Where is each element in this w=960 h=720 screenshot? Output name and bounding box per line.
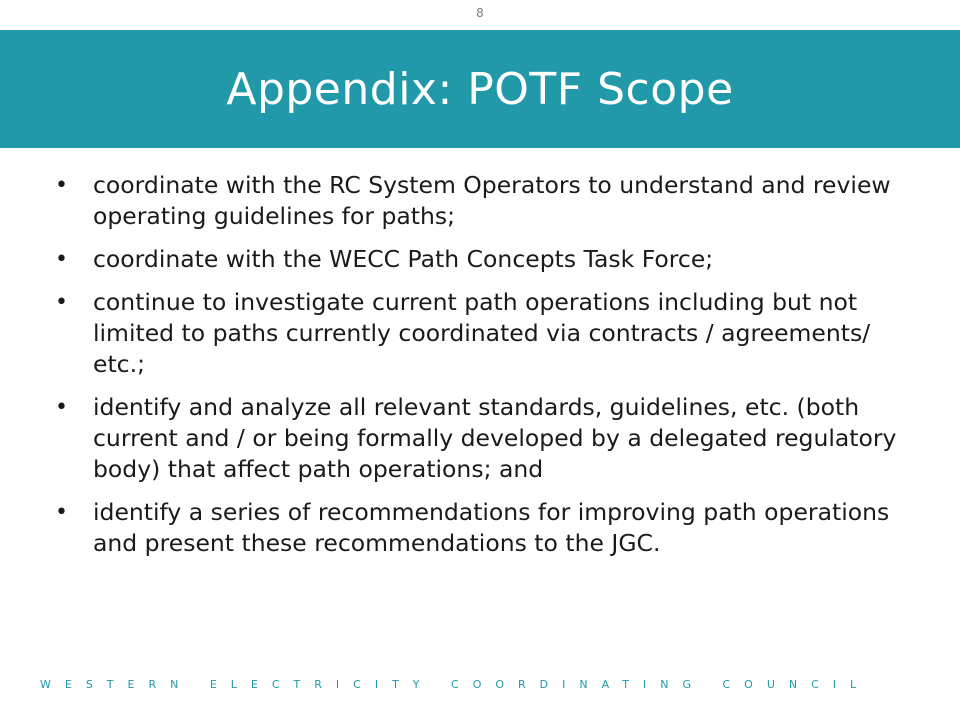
bullet-text: coordinate with the WECC Path Concepts Task Force;	[93, 245, 714, 273]
bullet-item	[55, 170, 905, 232]
bullet-list	[55, 170, 905, 571]
bullet-icon: •	[55, 395, 68, 420]
footer-organization-name: WESTERN ELECTRICITY COORDINATING COUNCIL	[40, 678, 871, 691]
bullet-icon: •	[55, 500, 68, 525]
slide-title: Appendix: POTF Scope	[226, 63, 734, 115]
bullet-text: continue to investigate current path operations including but not limited to paths currently coordinated via contracts / agreements/ etc.;	[93, 288, 871, 378]
bullet-text: coordinate with the RC System Operators to understand and review operating guidelines for paths;	[93, 171, 891, 230]
bullet-icon: •	[55, 247, 68, 272]
bullet-text: identify a series of recommendations for improving path operations and present these recommendations to the JGC.	[93, 498, 890, 557]
bullet-icon: •	[55, 290, 68, 315]
bullet-item	[55, 392, 905, 485]
bullet-text: identify and analyze all relevant standards, guidelines, etc. (both current and / or being formally developed by a delegated regulatory body) that affect path operations; and	[93, 393, 897, 483]
bullet-item	[55, 497, 905, 559]
bullet-icon: •	[55, 173, 68, 198]
title-bar	[0, 30, 960, 148]
bullet-item	[55, 287, 905, 380]
page-number: 8	[476, 6, 484, 20]
bullet-item	[55, 244, 905, 275]
